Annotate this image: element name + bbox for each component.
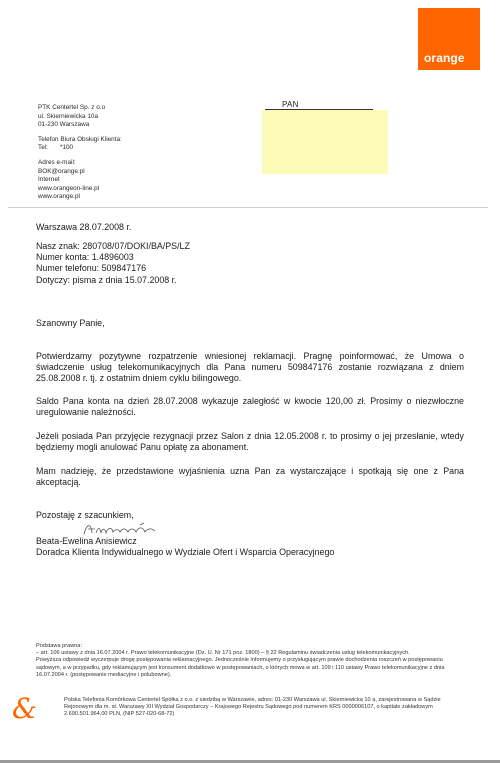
signer-title: Doradca Klienta Indywidualnego w Wydziale Ofert i Wsparcia Operacyjnego — [36, 547, 335, 558]
legal-heading: Podstawa prawna: — [36, 643, 83, 649]
closing: Pozostaję z szacunkiem, — [36, 510, 134, 520]
ref-phone: Numer telefonu: 509847176 — [36, 263, 147, 274]
sender-street: ul. Skierniewicka 10a — [38, 112, 99, 120]
letter-date: Warszawa 28.07.2008 r. — [36, 222, 132, 232]
tel-number: *100 — [59, 144, 74, 152]
email-label: Adres e-mail: — [38, 158, 76, 166]
reference-block — [36, 241, 190, 286]
paragraph-1: Potwierdzamy pozytywne rozpatrzenie wniesionej reklamacji. Pragnę poinformować, że Umowa o świadczenie usług telekomunikacyjnych dla Pana numeru 509847176 zostanie rozwiązana z dniem 25.08.2008 r. tj. z ostatnim dniem cyklu bilingowego. — [36, 351, 464, 384]
paragraph-3: Jeżeli posiada Pan przyjęcie rezygnacji przez Salon z dnia 12.05.2008 r. to prosimy o jej przesłanie, wtedy będziemy mogli anulować Panu opłatę za abonament. — [36, 431, 464, 453]
sender-city: 01-230 Warszawa — [38, 121, 90, 129]
ref-our: Nasz znak: 280708/07/DOKI/BA/PS/LZ — [36, 241, 190, 251]
redacted-address-box — [262, 110, 388, 174]
signer-name: Beata-Ewelina Anisiewicz — [36, 536, 137, 546]
sender-company: PTK Centertel Sp. z o.o — [38, 104, 106, 111]
website-link-1[interactable]: www.orangeon-line.pl — [38, 184, 100, 192]
handwritten-signature — [82, 521, 162, 537]
tel-row — [38, 144, 122, 153]
internet-label: Internet — [38, 176, 60, 184]
ref-account: Numer konta: 1.4896003 — [36, 252, 134, 263]
orange-ampersand-icon: & — [12, 692, 37, 725]
helpline-label: Telefon Biura Obsługi Klienta: — [38, 135, 122, 143]
sender-block — [38, 104, 122, 202]
logo-text: orange — [424, 51, 465, 65]
paragraph-2: Saldo Pana konta na dzień 28.07.2008 wykazuje zaległość w kwocie 120,00 zł. Prosimy o niezwłoczne uregulowanie należności. — [36, 396, 464, 418]
paragraph-4: Mam nadzieję, że przedstawione wyjaśnienia uzna Pan za wystarczające i spotkają się one z Pana akceptacją. — [36, 466, 464, 488]
company-info: Polska Telefonia Komórkowa Centertel Spółka z o.o. z siedzibą w Warszawie, adres: 01-230 Warszawa ul. Skierniewicka 10 a, zarejestrowana w Sądzie Rejonowym dla m. st. Warszawy XII Wydział Gospodarczy – Krajowego Rejestru Sądowego pod numerem KRS 0000006107, o kapitale zakładowym 2.690.501.964,00 PLN, (NIP 527-020-68-72) — [64, 697, 441, 718]
orange-logo — [418, 8, 480, 70]
greeting: Szanowny Panie, — [36, 318, 105, 328]
ref-subject: Dotyczy: pisma z dnia 15.07.2008 r. — [36, 274, 177, 285]
tel-label: Tel: — [38, 144, 48, 152]
website-link-2[interactable]: www.orange.pl — [38, 193, 80, 201]
email-address[interactable]: BOK@orange.pl — [38, 167, 85, 175]
legal-line-2: Powyższa odpowiedź wyczerpuje drogę postępowania reklamacyjnego. Jednocześnie informujemy o przysługującym prawie dochodzenia roszczeń w postępowaniu sądowym, a w przypadku, gdy reklamującym jest konsument dodatkowo w postępowaniach, o których mowa w art. 109 i 110 ustawy Prawo telekomunikacyjne z dnia 16.07.2004 r. (postępowanie mediacyjne i polubowne). — [36, 657, 445, 678]
legal-line-1: – art. 106 ustawy z dnia 16.07.2004 r. Prawo telekomunikacyjne (Dz. U. Nr 171 poz. 1800) – § 22 Regulaminu świadczenia usług telekomunikacyjnych. — [36, 650, 410, 657]
signer-block — [36, 536, 334, 558]
divider — [8, 207, 488, 208]
legal-basis — [36, 643, 464, 679]
addressee-label: PAN — [282, 100, 299, 109]
